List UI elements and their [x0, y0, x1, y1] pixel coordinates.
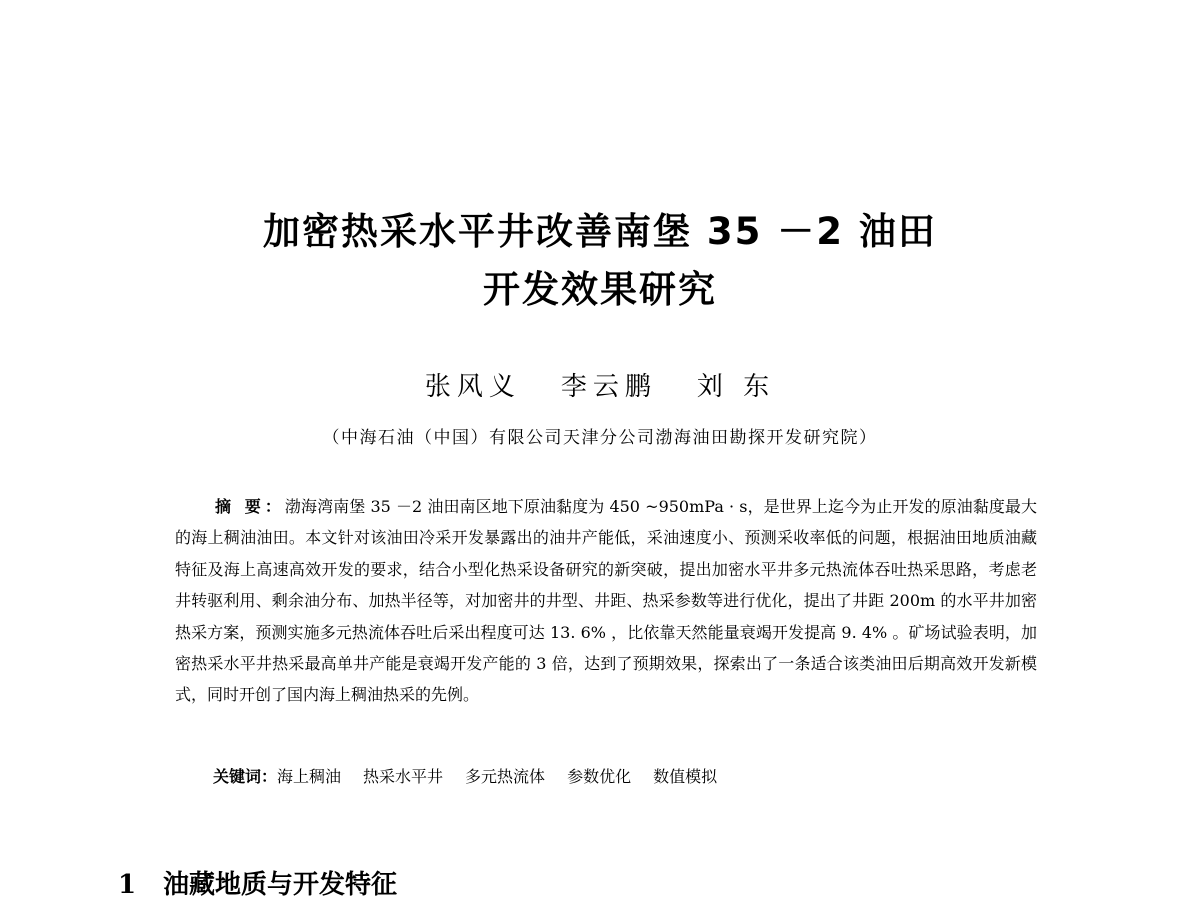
keyword: 热采水平井: [363, 767, 444, 786]
abstract-text: 渤海湾南堡 35 －2 油田南区地下原油黏度为 450 ~950mPa · s，是世界上迄今为止开发的原油黏度最大的海上稠油油田。本文针对该油田冷采开发暴露出的油井产能低，采油速度小、预测采收率低的问题，根据油田地质油藏特征及海上高速高效开发的要求，结合小型化热采设备研究的新突破，提出加密水平井多元热流体吞吐热采思路，考虑老井转驱利用、剩余油分布、加热半径等，对加密井的井型、井距、热采参数等进行优化，提出了井距 200m 的水平井加密热采方案，预测实施多元热流体吞吐后采出程度可达 13. 6% ，比依靠天然能量衰竭开发提高 9. 4% 。矿场试验表明，加密热采水平井热采最高单井产能是衰竭开发产能的 3 倍，达到了预期效果，探索出了一条适合该类油田后期高效开发新模式，同时开创了国内海上稠油热采的先例。: [175, 497, 1037, 705]
keywords-label: 关键词：: [213, 767, 278, 786]
abstract: [175, 491, 1037, 711]
section-number: 1: [118, 870, 137, 900]
abstract-label: 摘 要：: [215, 497, 285, 516]
paper-title-line-2: 开发效果研究: [483, 268, 717, 311]
keyword: 数值模拟: [653, 767, 718, 786]
author-name: 李云鹏: [560, 372, 657, 402]
keyword: 参数优化: [567, 767, 632, 786]
section-heading: [118, 865, 397, 905]
author-name: 张风义: [424, 372, 521, 402]
keyword: 海上稠油: [277, 767, 342, 786]
author-list: [300, 370, 900, 404]
author-name: 刘 东: [696, 372, 776, 402]
keyword: 多元热流体: [465, 767, 546, 786]
affiliation: （中海石油（中国）有限公司天津分公司渤海油田勘探开发研究院）: [322, 428, 878, 448]
section-title: 油藏地质与开发特征: [163, 870, 398, 900]
paper-title-line-1: 加密热采水平井改善南堡 35 －2 油田: [263, 210, 937, 253]
keywords: [213, 761, 1037, 792]
